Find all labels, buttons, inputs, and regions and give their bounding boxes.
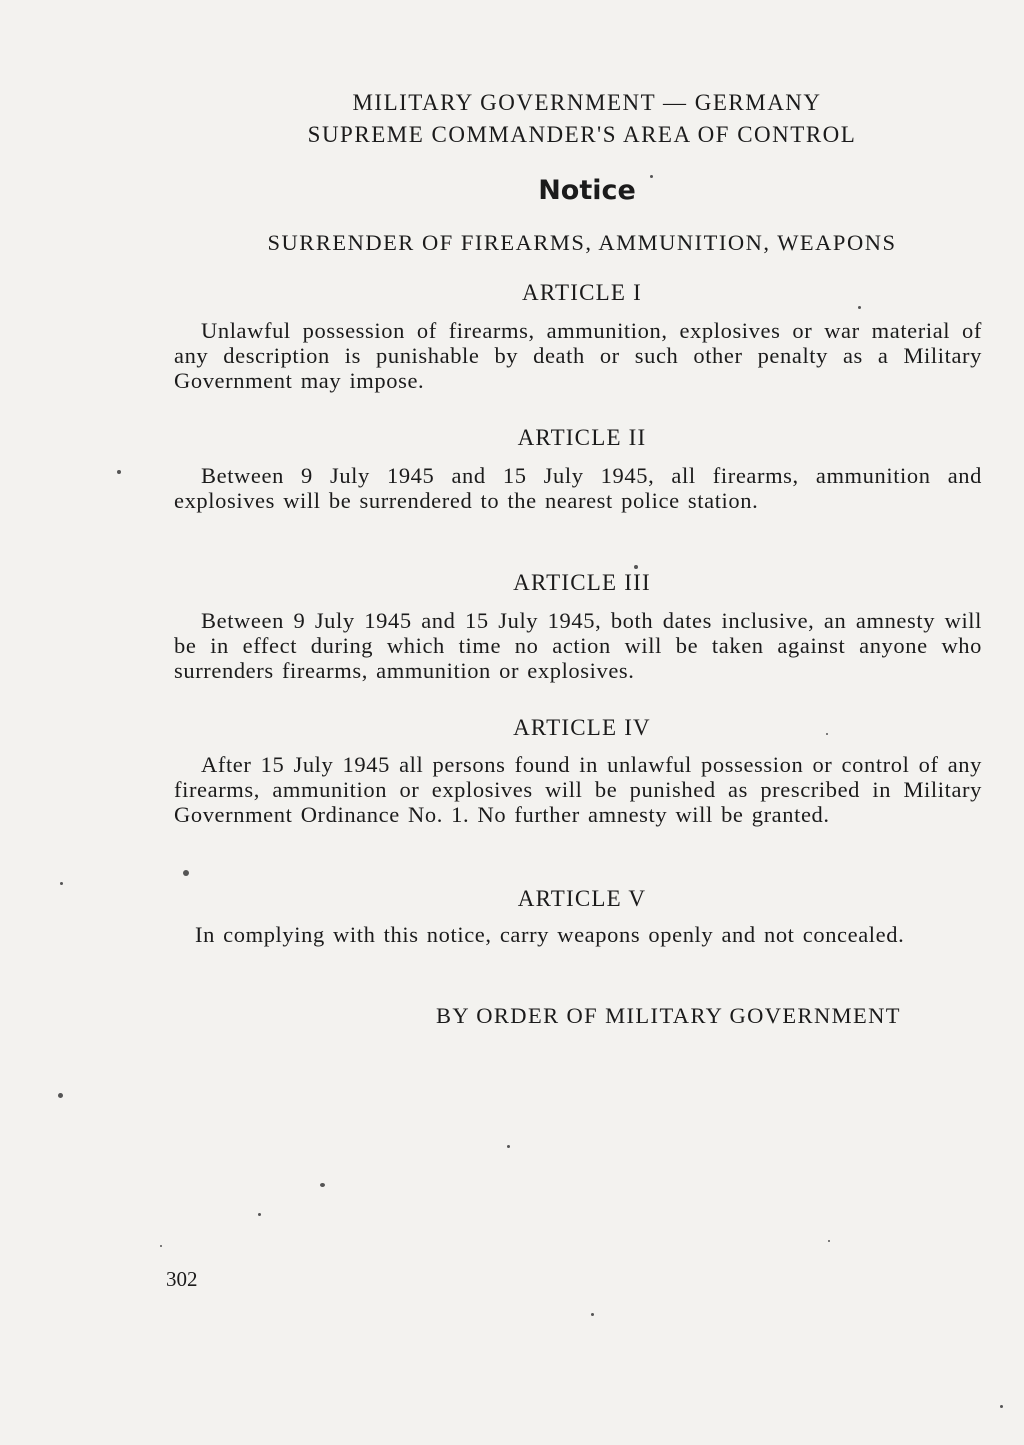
scan-speck — [1000, 1405, 1003, 1408]
article-4-heading: ARTICLE IV — [513, 715, 651, 740]
article-3-heading: ARTICLE III — [513, 570, 651, 595]
scan-speck — [320, 1183, 325, 1187]
article-4-text: After 15 July 1945 all persons found in unlawful possession or control of any firearms, ammunition or explosives will be punished as prescribed in Military Government Ordinance No. 1. No further amnesty will be granted. — [174, 752, 982, 827]
scan-speck — [183, 870, 189, 876]
scan-speck — [160, 1245, 162, 1247]
article-5-heading: ARTICLE V — [517, 886, 647, 911]
article-2-heading: ARTICLE II — [517, 425, 647, 450]
scan-speck — [258, 1213, 261, 1216]
article-3-text: Between 9 July 1945 and 15 July 1945, both dates inclusive, an amnesty will be in effect during which time no action will be taken against anyone who surrenders firearms, ammunition or explosives. — [174, 608, 982, 683]
scan-speck — [858, 306, 861, 309]
scan-speck — [828, 1240, 830, 1242]
page-number: 302 — [166, 1267, 198, 1291]
scan-speck — [117, 470, 121, 474]
scan-speck — [58, 1093, 63, 1098]
article-1-text: Unlawful possession of firearms, ammunition, explosives or war material of any description is punishable by death or such other penalty as a Military Government may impose. — [174, 318, 982, 393]
signature-line: BY ORDER OF MILITARY GOVERNMENT — [436, 1003, 901, 1028]
scan-speck — [591, 1313, 594, 1316]
scan-speck — [634, 565, 638, 569]
scan-speck — [60, 882, 63, 885]
notice-subject: SURRENDER OF FIREARMS, AMMUNITION, WEAPONS — [267, 230, 897, 255]
scan-speck — [507, 1145, 510, 1148]
article-1-heading: ARTICLE I — [522, 280, 642, 305]
header-line-2: SUPREME COMMANDER'S AREA OF CONTROL — [307, 122, 857, 147]
article-5-text: In complying with this notice, carry weapons openly and not concealed. — [195, 922, 905, 947]
notice-title: Notice — [538, 175, 636, 206]
header-line-1: MILITARY GOVERNMENT — GERMANY — [352, 90, 822, 115]
article-2-text: Between 9 July 1945 and 15 July 1945, all firearms, ammunition and explosives will be surrendered to the nearest police station. — [174, 463, 982, 513]
